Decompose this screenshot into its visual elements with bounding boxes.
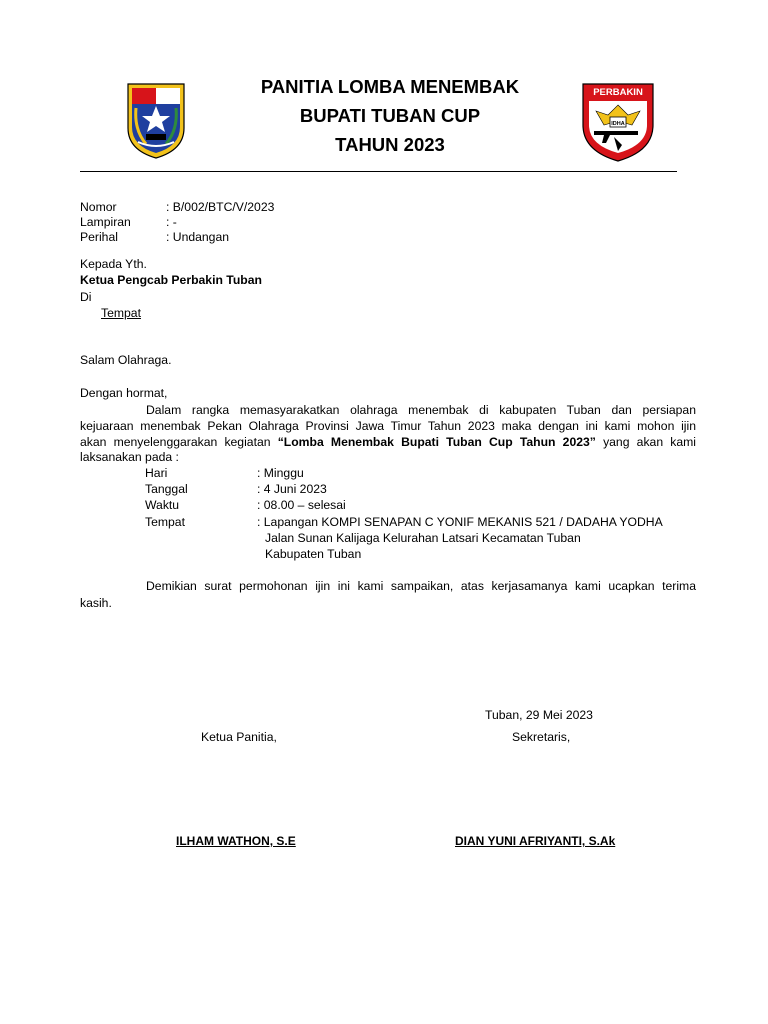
perbakin-emblem-icon bbox=[580, 81, 656, 163]
detail-label-tanggal: Tanggal bbox=[145, 482, 188, 496]
body-paragraph-line-4: laksanakan pada : bbox=[80, 450, 179, 464]
recipient-kepada: Kepada Yth. bbox=[80, 257, 147, 271]
meta-value-lampiran: : - bbox=[166, 215, 177, 229]
closing-line-1: Demikian surat permohonan ijin ini kami sampaikan, atas kerjasamanya kami ucapkan terima bbox=[146, 579, 696, 593]
recipient-di: Di bbox=[80, 290, 92, 304]
detail-value-tempat: : Lapangan KOMPI SENAPAN C YONIF MEKANIS 521 / DADAHA YODHA bbox=[257, 515, 663, 529]
meta-label-perihal: Perihal bbox=[80, 230, 118, 244]
letterhead-title-line-1: PANITIA LOMBA MENEMBAK bbox=[260, 76, 520, 97]
body-paragraph-line-1: Dalam rangka memasyarakatkan olahraga menembak di kabupaten Tuban dan persiapan bbox=[146, 403, 696, 417]
signature-name-sekretaris: DIAN YUNI AFRIYANTI, S.Ak bbox=[455, 834, 616, 848]
detail-label-waktu: Waktu bbox=[145, 498, 180, 512]
closing-line-2: kasih. bbox=[80, 596, 112, 610]
signature-role-ketua: Ketua Panitia, bbox=[201, 730, 277, 744]
event-name: “Lomba Menembak Bupati Tuban Cup Tahun 2023” bbox=[277, 435, 596, 449]
meta-value-perihal: : Undangan bbox=[166, 230, 230, 244]
meta-label-lampiran: Lampiran bbox=[80, 215, 131, 229]
regency-emblem-icon bbox=[124, 80, 188, 160]
detail-address-line-1: Jalan Sunan Kalijaga Kelurahan Latsari Kecamatan Tuban bbox=[265, 531, 581, 545]
greeting: Dengan hormat, bbox=[80, 386, 168, 400]
detail-label-hari: Hari bbox=[145, 466, 168, 480]
salam-olahraga: Salam Olahraga. bbox=[80, 353, 172, 367]
detail-value-waktu: : 08.00 – selesai bbox=[257, 498, 346, 512]
meta-label-nomor: Nomor bbox=[80, 200, 117, 214]
recipient-tempat: Tempat bbox=[101, 306, 141, 320]
detail-label-tempat: Tempat bbox=[145, 515, 185, 529]
letterhead-title-line-3: TAHUN 2023 bbox=[335, 134, 445, 155]
signature-name-ketua: ILHAM WATHON, S.E bbox=[176, 834, 296, 848]
detail-address-line-2: Kabupaten Tuban bbox=[265, 547, 362, 561]
recipient-name: Ketua Pengcab Perbakin Tuban bbox=[80, 273, 262, 287]
body-paragraph-line-3: akan menyelenggarakan kegiatan “Lomba Menembak Bupati Tuban Cup Tahun 2023” yang akan kami bbox=[80, 435, 696, 449]
meta-value-nomor: : B/002/BTC/V/2023 bbox=[166, 200, 275, 214]
body-paragraph-line-2: kejuaraan menembak Pekan Olahraga Provinsi Jawa Timur Tahun 2023 maka dengan ini kami mohon ijin bbox=[80, 419, 696, 433]
letterhead-divider bbox=[80, 171, 677, 172]
signature-role-sekretaris: Sekretaris, bbox=[512, 730, 571, 744]
perbakin-logo-inner-label: IDHA bbox=[611, 121, 625, 127]
perbakin-logo-label: PERBAKIN bbox=[593, 87, 643, 98]
letterhead-title-line-2: BUPATI TUBAN CUP bbox=[299, 105, 481, 126]
detail-value-tanggal: : 4 Juni 2023 bbox=[257, 482, 327, 496]
date-place: Tuban, 29 Mei 2023 bbox=[485, 708, 593, 722]
detail-value-hari: : Minggu bbox=[257, 466, 304, 480]
